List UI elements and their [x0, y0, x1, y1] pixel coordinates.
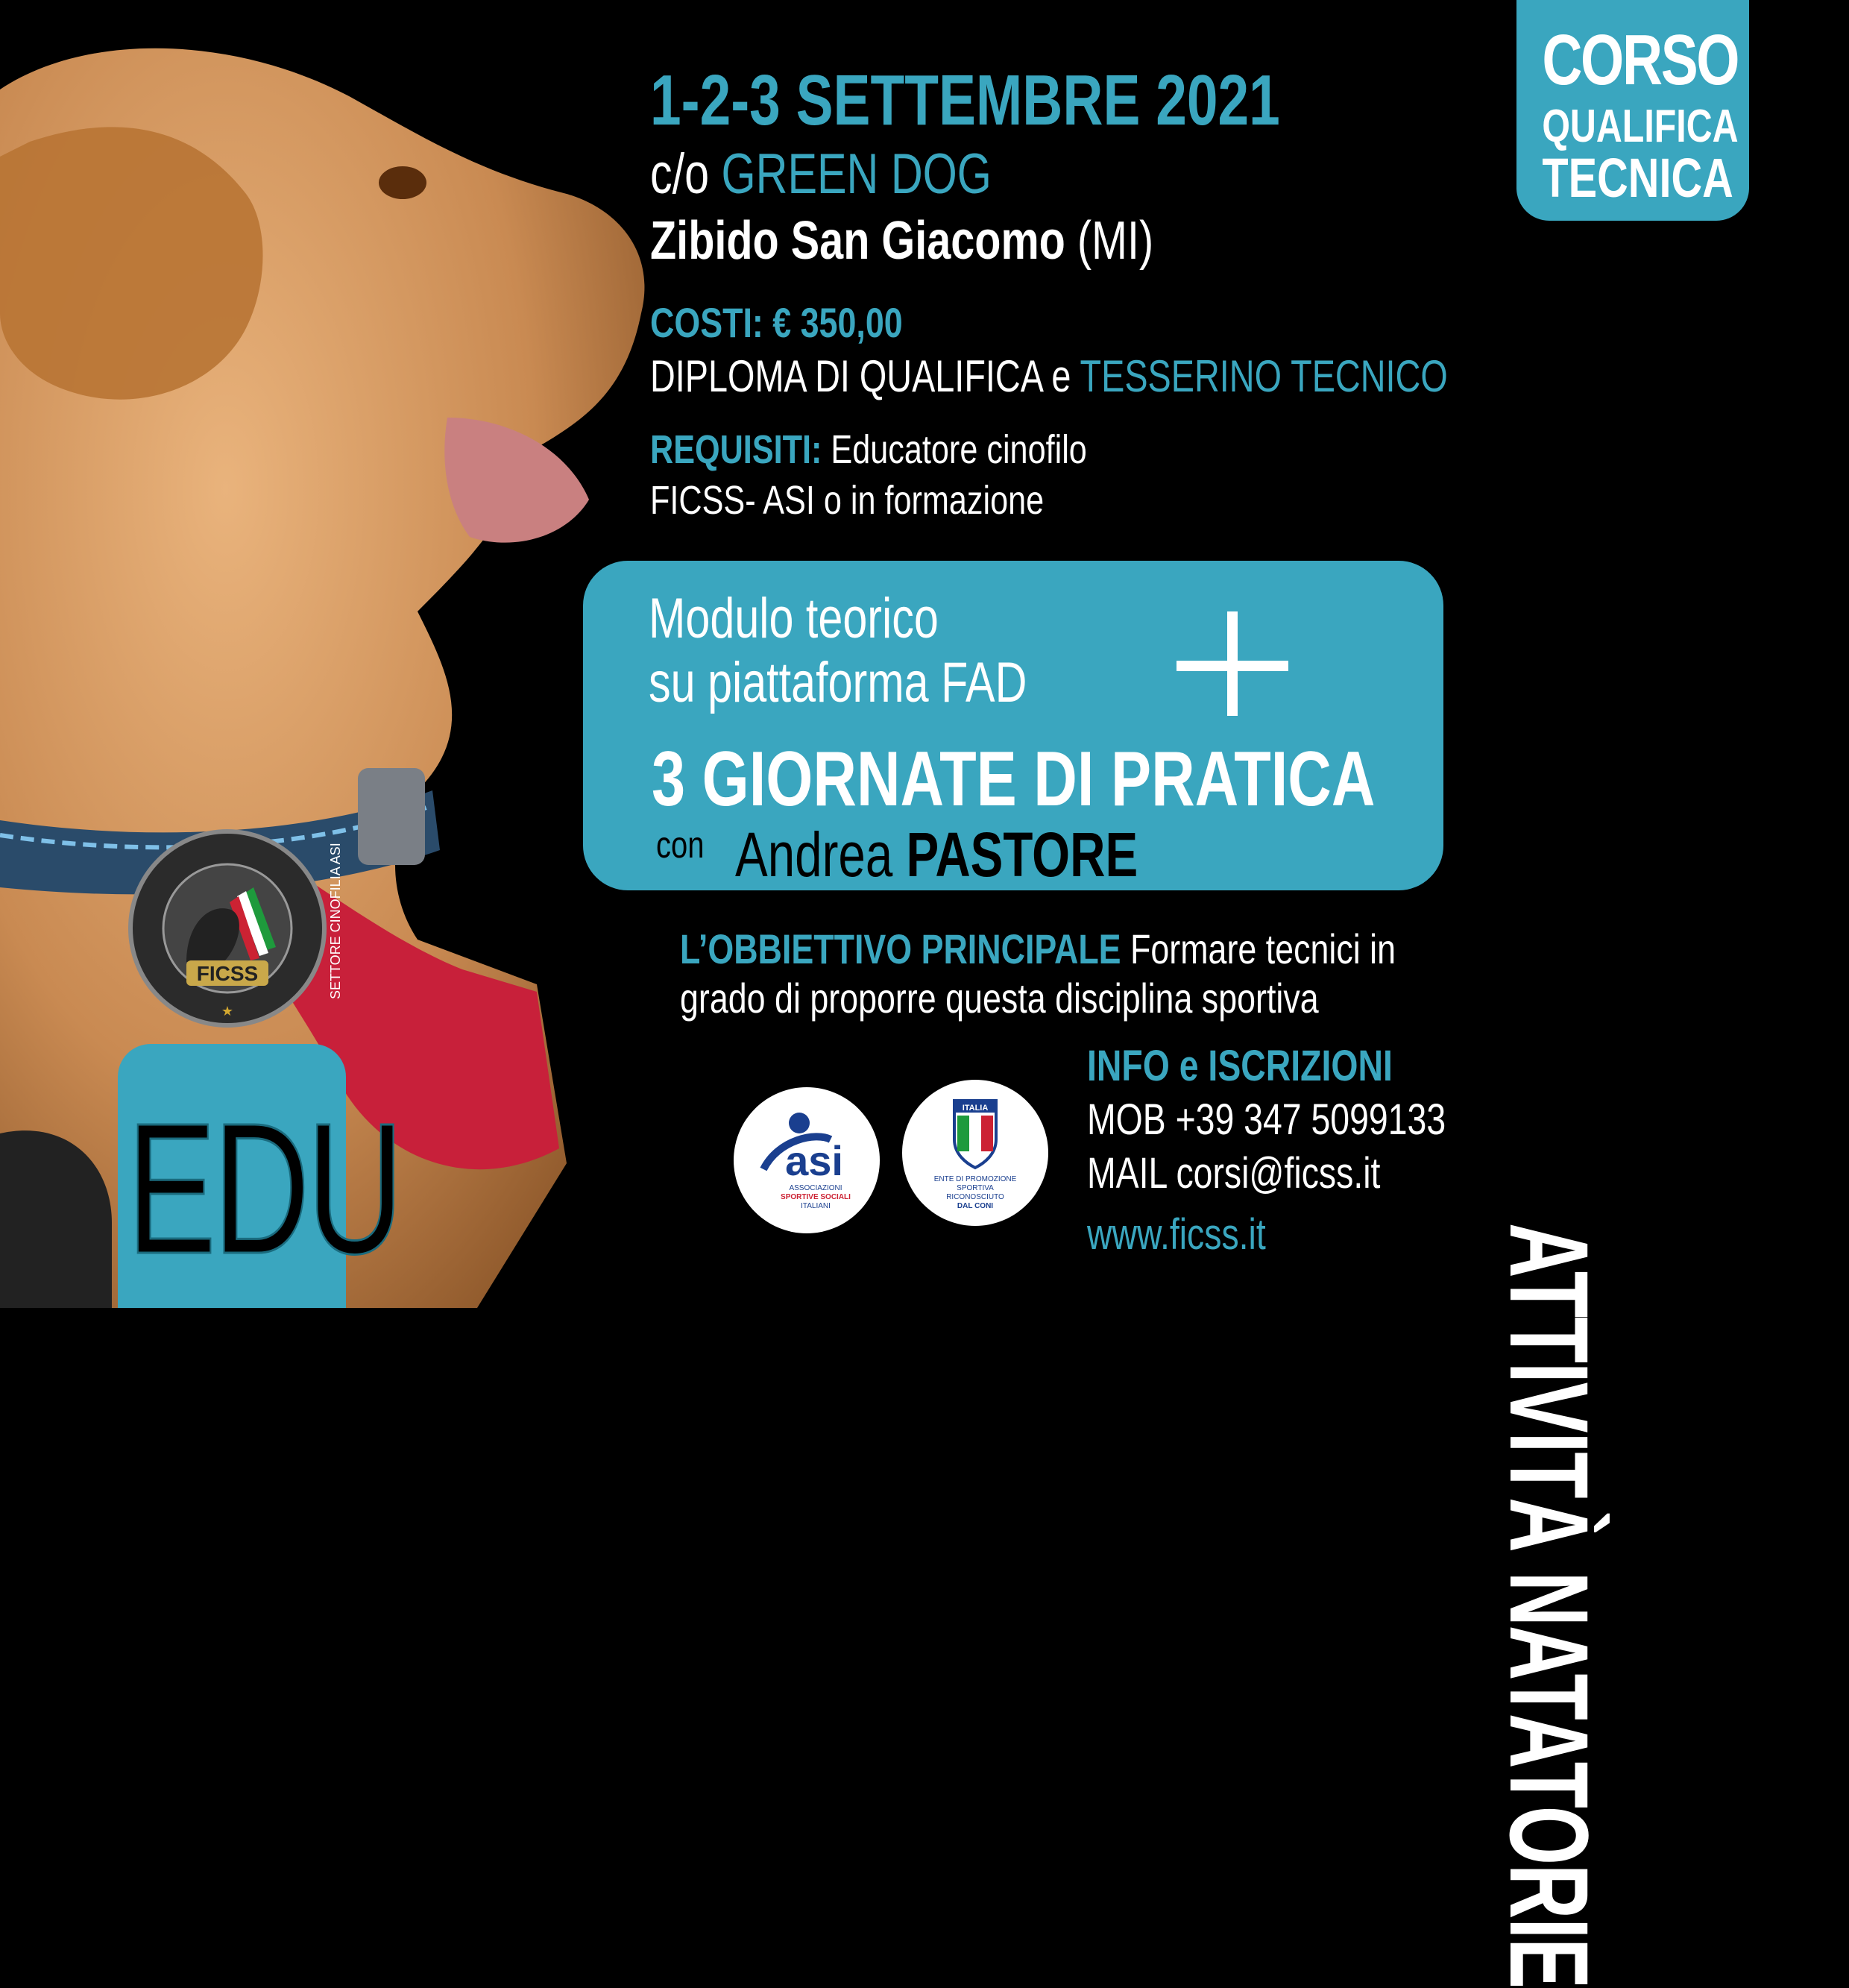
svg-text:★: ★ [221, 1004, 234, 1019]
asi-logo [734, 1087, 880, 1233]
tesserino-text: TESSERINO TECNICO [1080, 351, 1448, 401]
venue-name: GREEN DOG [721, 142, 992, 206]
event-diploma [650, 350, 1448, 402]
objective-line-2: grado di proporre questa disciplina sportiva [680, 975, 1319, 1022]
edu-text: EDU [127, 1084, 401, 1292]
event-costs [650, 298, 903, 347]
ficss-logo [127, 828, 328, 1029]
trainer-first: Andrea [735, 820, 907, 890]
trainer-name [735, 819, 1138, 891]
town-name: Zibido San Giacomo [650, 211, 1065, 271]
requirements-line-2: FICSS- ASI o in formazione [650, 478, 1045, 523]
coni-line-2: SPORTIVA [957, 1184, 994, 1192]
contact-phone[interactable]: MOB +39 347 5099133 [1087, 1095, 1446, 1144]
badge-line-qualifica: QUALIFICA [1542, 101, 1739, 152]
costs-label: COSTI: € 350,00 [650, 299, 903, 346]
vertical-title: ATTIVITÀ NATATORIE [1487, 1223, 1612, 1988]
course-badge [1516, 0, 1749, 221]
venue-prefix: c/o [650, 142, 722, 206]
event-venue [650, 142, 992, 207]
diploma-text: DIPLOMA DI QUALIFICA e [650, 351, 1080, 401]
requirements-text-1: Educatore cinofilo [822, 427, 1087, 472]
trainer-last: PASTORE [906, 820, 1138, 890]
objective-label: L’OBBIETTIVO PRINCIPALE [680, 925, 1121, 972]
objective-line-1 [680, 925, 1396, 973]
coni-line-4: DAL CONI [957, 1202, 994, 1210]
practice-days: 3 GIORNATE DI PRATICA [652, 736, 1376, 822]
module-line-2: su piattaforma FAD [649, 651, 1027, 714]
badge-line-corso: CORSO [1542, 20, 1739, 100]
contacts-heading: INFO e ISCRIZIONI [1087, 1042, 1393, 1090]
coni-line-1: ENTE DI PROMOZIONE [933, 1175, 1017, 1183]
plus-icon-vertical [1227, 611, 1238, 716]
asi-sub-3: ITALIANI [801, 1202, 831, 1210]
coni-line-3: RICONOSCIUTO [946, 1193, 1004, 1201]
asi-text: asi [785, 1137, 843, 1184]
settore-label: SETTORE CINOFILIA ASI [328, 843, 343, 999]
asi-sub-2: SPORTIVE SOCIALI [781, 1193, 851, 1201]
requirements-label: REQUISITI: [650, 427, 822, 472]
event-town [650, 210, 1153, 271]
trainer-prefix: con [656, 824, 705, 866]
module-line-1: Modulo teorico [649, 587, 939, 650]
ficss-name: FICSS [196, 962, 259, 985]
coni-top: ITALIA [962, 1104, 989, 1113]
asi-sub-1: ASSOCIAZIONI [789, 1184, 842, 1192]
event-date: 1-2-3 SETTEMBRE 2021 [650, 60, 1280, 140]
contact-email[interactable]: MAIL corsi@ficss.it [1087, 1149, 1381, 1198]
website-link[interactable]: www.ficss.it [1087, 1210, 1266, 1259]
coni-logo [902, 1080, 1048, 1226]
requirements-line-1 [650, 427, 1087, 473]
objective-text-1: Formare tecnici in [1121, 925, 1396, 972]
province: (MI) [1065, 211, 1154, 271]
badge-line-tecnica: TECNICA [1542, 147, 1733, 209]
